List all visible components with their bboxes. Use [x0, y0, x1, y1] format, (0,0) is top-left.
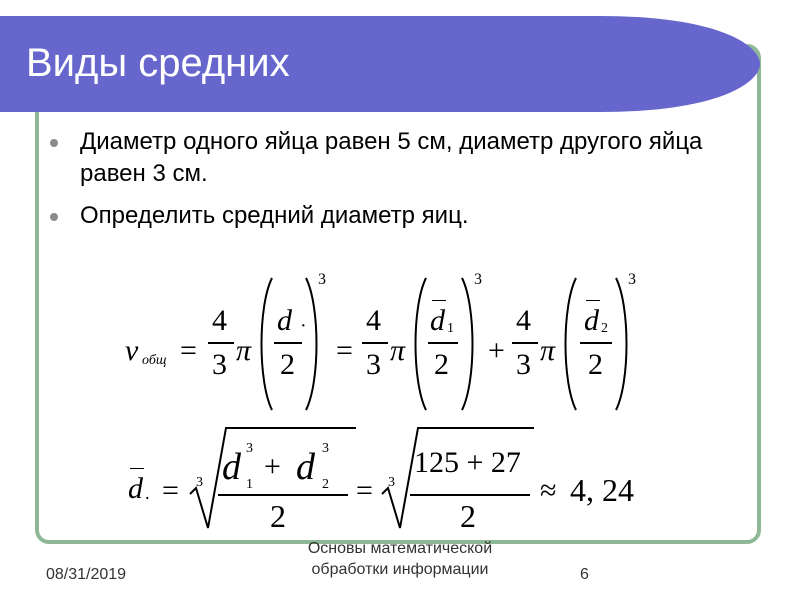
radical-sign-icon	[380, 424, 536, 534]
formula1-three-c: 3	[516, 348, 531, 381]
formula1-plus: +	[488, 334, 505, 367]
fraction-bar	[218, 494, 348, 496]
formula1-four-c: 4	[516, 304, 531, 337]
formula2-dot: .	[145, 483, 150, 503]
formula1-three-a: 3	[212, 348, 227, 381]
formula2-d1-sup: 3	[246, 441, 253, 456]
footer-date: 08/31/2019	[46, 566, 127, 583]
page-number: 6	[580, 566, 589, 583]
formula1-eq-2: =	[336, 334, 353, 367]
formula2-d1-sub: 1	[246, 477, 253, 492]
formula1-v: v	[125, 334, 139, 367]
formula2-eq-2: =	[356, 474, 373, 507]
fraction-bar	[410, 494, 530, 496]
slide-title: Виды средних	[26, 41, 290, 85]
formula2-root-index-b: 3	[388, 475, 395, 490]
formula1-pi-a: π	[236, 334, 252, 367]
formula1-d2-sub: 2	[601, 321, 608, 336]
formula2-approx: ≈	[540, 474, 557, 507]
formula1-d: d	[277, 304, 292, 337]
formula2-d2-sub: 2	[322, 477, 329, 492]
formula1-four-b: 4	[366, 304, 381, 337]
formula1-two-a: 2	[280, 348, 295, 381]
bullet-text-1: Диаметр одного яйца равен 5 см, диаметр другого яйца равен 3 см.	[80, 128, 703, 187]
formula1-d1-sub: 1	[447, 321, 454, 336]
footer-title-line-1: Основы математической	[307, 540, 493, 557]
formula1-d1: d	[430, 304, 445, 337]
overbar	[130, 468, 144, 469]
formula1-pi-b: π	[390, 334, 406, 367]
footer-title-line-2: обработки информации	[311, 561, 489, 578]
formula1-cube-a: 3	[318, 271, 326, 288]
formula1-cube-b: 3	[474, 271, 482, 288]
formula2-eq: =	[162, 474, 179, 507]
formula1-two-c: 2	[588, 348, 603, 381]
formula2-d2-sup: 3	[322, 441, 329, 456]
formula2-numerator: 125 + 27	[414, 446, 521, 479]
formula1-dot: ·	[300, 315, 307, 337]
formula1-d2: d	[584, 304, 599, 337]
bullet-text-2: Определить средний диаметр яиц.	[80, 202, 469, 229]
formula2-root-index-a: 3	[196, 475, 203, 490]
formula1-pi-c: π	[540, 334, 556, 367]
formula2-result: 4, 24	[570, 472, 634, 508]
formula2-two-a: 2	[270, 498, 286, 534]
formula2-plus: +	[264, 450, 281, 483]
formula1-four-a: 4	[212, 304, 227, 337]
formula2-two-b: 2	[460, 498, 476, 534]
footer-title	[268, 538, 532, 580]
formula1-two-b: 2	[434, 348, 449, 381]
formula1-eq: =	[180, 334, 197, 367]
formula2-d1: d	[222, 446, 241, 488]
formula1-cube-c: 3	[628, 271, 636, 288]
formula1-three-b: 3	[366, 348, 381, 381]
formula1-v-sub: общ	[142, 353, 167, 368]
formula2-d2: d	[296, 446, 315, 488]
formula2-dbar: d	[128, 472, 143, 505]
